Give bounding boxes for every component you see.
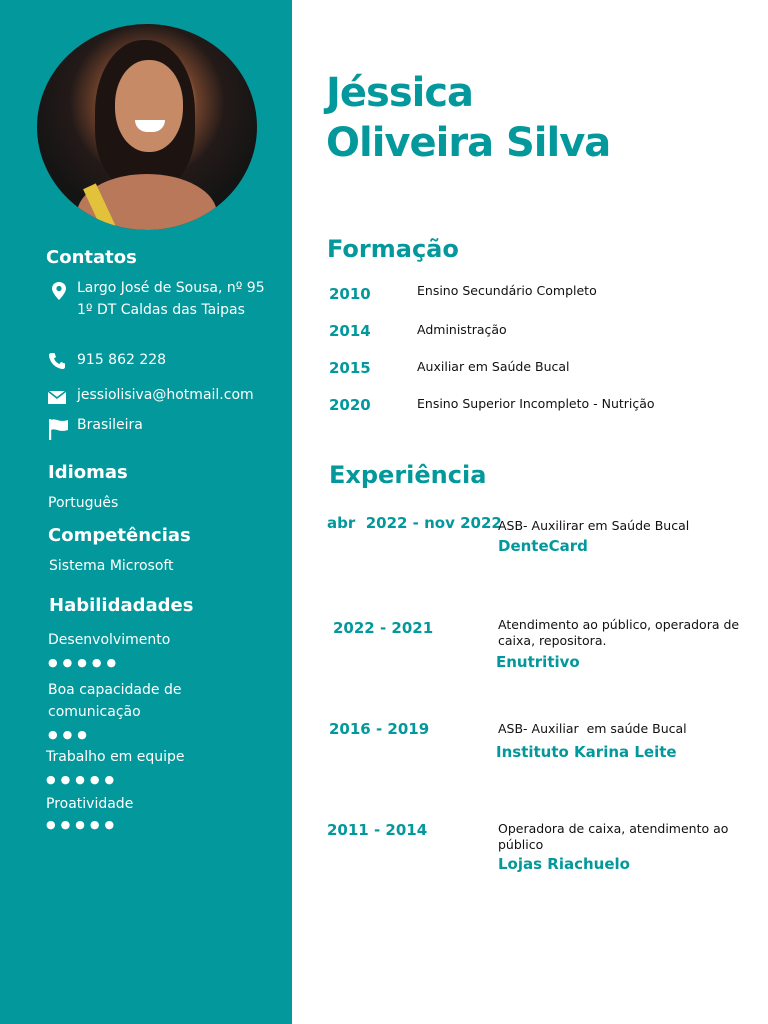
experience-period: 2011 - 2014 (327, 821, 428, 839)
competency-item: Sistema Microsoft (49, 558, 174, 574)
skill-label: Proatividade (46, 796, 134, 812)
email-address: jessiolisiva@hotmail.com (77, 387, 254, 403)
contacts-heading: Contatos (46, 247, 137, 268)
language-item: Português (48, 495, 119, 511)
experience-role: ASB- Auxilirar em Saúde Bucal (498, 518, 690, 533)
skill-level-dot: ● (75, 818, 90, 831)
skill-label-line2: comunicação (48, 704, 141, 720)
main-content (292, 0, 768, 1024)
education-title: Auxiliar em Saúde Bucal (417, 359, 570, 374)
experience-company: Enutritivo (496, 653, 580, 671)
skill-level-dot: ● (77, 728, 92, 741)
profile-photo (37, 24, 257, 230)
skill-level-dot: ● (89, 818, 105, 831)
experience-company: DenteCard (498, 537, 588, 555)
address-line-1: Largo José de Sousa, nº 95 (77, 280, 265, 296)
skill-level-dot: ● (106, 656, 122, 669)
experience-role: ASB- Auxiliar em saúde Bucal (498, 721, 687, 736)
address-line-2: 1º DT Caldas das Taipas (77, 302, 245, 318)
skill-level-dot: ● (75, 773, 90, 786)
experience-period: abr 2022 - nov 2022 (327, 514, 502, 532)
skill-level-dots (48, 728, 92, 741)
experience-company: Lojas Riachuelo (498, 855, 630, 873)
sidebar (0, 0, 292, 1024)
skill-level-dots (46, 773, 119, 786)
competencies-heading: Competências (48, 525, 191, 546)
skill-level-dot: ● (60, 818, 76, 831)
skill-level-dot: ● (46, 818, 61, 831)
phone-number: 915 862 228 (77, 352, 167, 368)
nationality: Brasileira (77, 417, 143, 433)
skill-level-dot: ● (104, 818, 120, 831)
education-title: Ensino Superior Incompleto - Nutrição (417, 396, 655, 411)
phone-icon (47, 351, 67, 371)
experience-role: Atendimento ao público, operadora de (498, 617, 740, 632)
languages-heading: Idiomas (48, 462, 128, 483)
skill-level-dot: ● (60, 773, 76, 786)
skill-level-dot: ● (46, 773, 61, 786)
skill-label: Desenvolvimento (48, 632, 171, 648)
last-name: Oliveira Silva (326, 120, 611, 166)
experience-role-line2: público (498, 837, 544, 852)
experience-period: 2016 - 2019 (329, 720, 430, 738)
flag-icon (47, 417, 71, 441)
skill-label: Boa capacidade de (48, 682, 182, 698)
education-heading: Formação (327, 235, 459, 263)
skill-level-dot: ● (89, 773, 105, 786)
skills-heading: Habilidadades (49, 595, 194, 616)
envelope-icon (47, 387, 67, 407)
full-name (326, 68, 610, 168)
experience-heading: Experiência (329, 461, 487, 489)
skill-level-dot: ● (62, 656, 78, 669)
education-year: 2014 (329, 322, 371, 340)
first-name: Jéssica (326, 70, 474, 116)
education-year: 2015 (329, 359, 371, 377)
experience-company: Instituto Karina Leite (496, 743, 677, 761)
skill-level-dot: ● (104, 773, 120, 786)
location-pin-icon (49, 281, 69, 301)
education-title: Administração (417, 322, 507, 337)
skill-level-dot: ● (48, 728, 63, 741)
skill-level-dots (46, 818, 119, 831)
experience-role-line2: caixa, repositora. (498, 633, 607, 648)
education-year: 2020 (329, 396, 371, 414)
skill-level-dot: ● (48, 656, 63, 669)
experience-period: 2022 - 2021 (333, 619, 434, 637)
skill-level-dots (48, 656, 121, 669)
skill-level-dot: ● (91, 656, 107, 669)
education-title: Ensino Secundário Completo (417, 283, 597, 298)
skill-level-dot: ● (62, 728, 78, 741)
skill-level-dot: ● (77, 656, 92, 669)
skill-label: Trabalho em equipe (46, 749, 185, 765)
experience-role: Operadora de caixa, atendimento ao (498, 821, 729, 836)
education-year: 2010 (329, 285, 371, 303)
